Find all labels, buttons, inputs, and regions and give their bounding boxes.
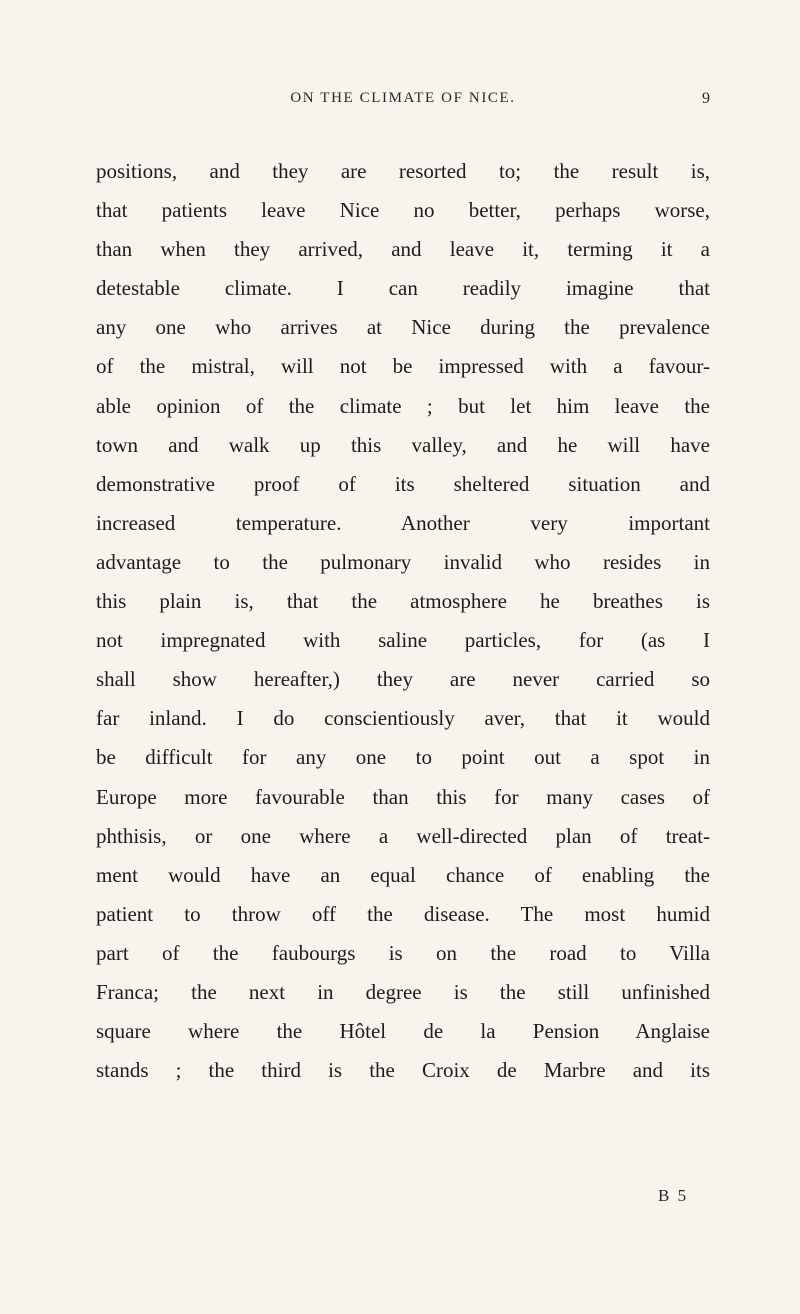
signature-mark: B 5 — [658, 1186, 689, 1205]
text-line: far inland. I do conscientiously aver, that it would — [96, 706, 710, 731]
text-line: town and walk up this valley, and he will have — [96, 432, 710, 457]
text-line: positions, and they are resorted to; the result is, — [96, 159, 710, 183]
page-number: 9 — [702, 90, 710, 107]
text-line: increased temperature. Another very important — [96, 510, 710, 535]
text-line: able opinion of the climate ; but let him leave the — [96, 393, 710, 418]
text-line: stands ; the third is the Croix de Marbre and its — [96, 1058, 710, 1083]
running-head — [96, 90, 710, 114]
text-line: than when they arrived, and leave it, terming it a — [96, 237, 710, 262]
text-line: advantage to the pulmonary invalid who resides in — [96, 549, 710, 574]
text-line: that patients leave Nice no better, perhaps worse, — [96, 198, 710, 223]
text-line: patient to throw off the disease. The most humid — [96, 901, 710, 926]
text-line: be difficult for any one to point out a spot in — [96, 745, 710, 770]
running-title: ON THE CLIMATE OF NICE. — [290, 90, 516, 106]
text-line: demonstrative proof of its sheltered situation and — [96, 471, 710, 496]
text-line: phthisis, or one where a well-directed plan of treat- — [96, 823, 710, 848]
text-line: Europe more favourable than this for many cases of — [96, 784, 710, 809]
text-line: this plain is, that the atmosphere he breathes is — [96, 589, 710, 614]
text-line: square where the Hôtel de la Pension Anglaise — [96, 1019, 710, 1044]
body-text — [96, 152, 710, 1090]
text-line: of the mistral, will not be impressed with a favour- — [96, 354, 710, 379]
text-line: Franca; the next in degree is the still unfinished — [96, 979, 710, 1004]
text-line: any one who arrives at Nice during the prevalence — [96, 315, 710, 340]
text-line: ment would have an equal chance of enabling the — [96, 862, 710, 887]
text-line: detestable climate. I can readily imagine that — [96, 276, 710, 301]
text-line: part of the faubourgs is on the road to Villa — [96, 940, 710, 965]
text-line: not impregnated with saline particles, for (as I — [96, 628, 710, 653]
text-line: shall show hereafter,) they are never carried so — [96, 667, 710, 692]
